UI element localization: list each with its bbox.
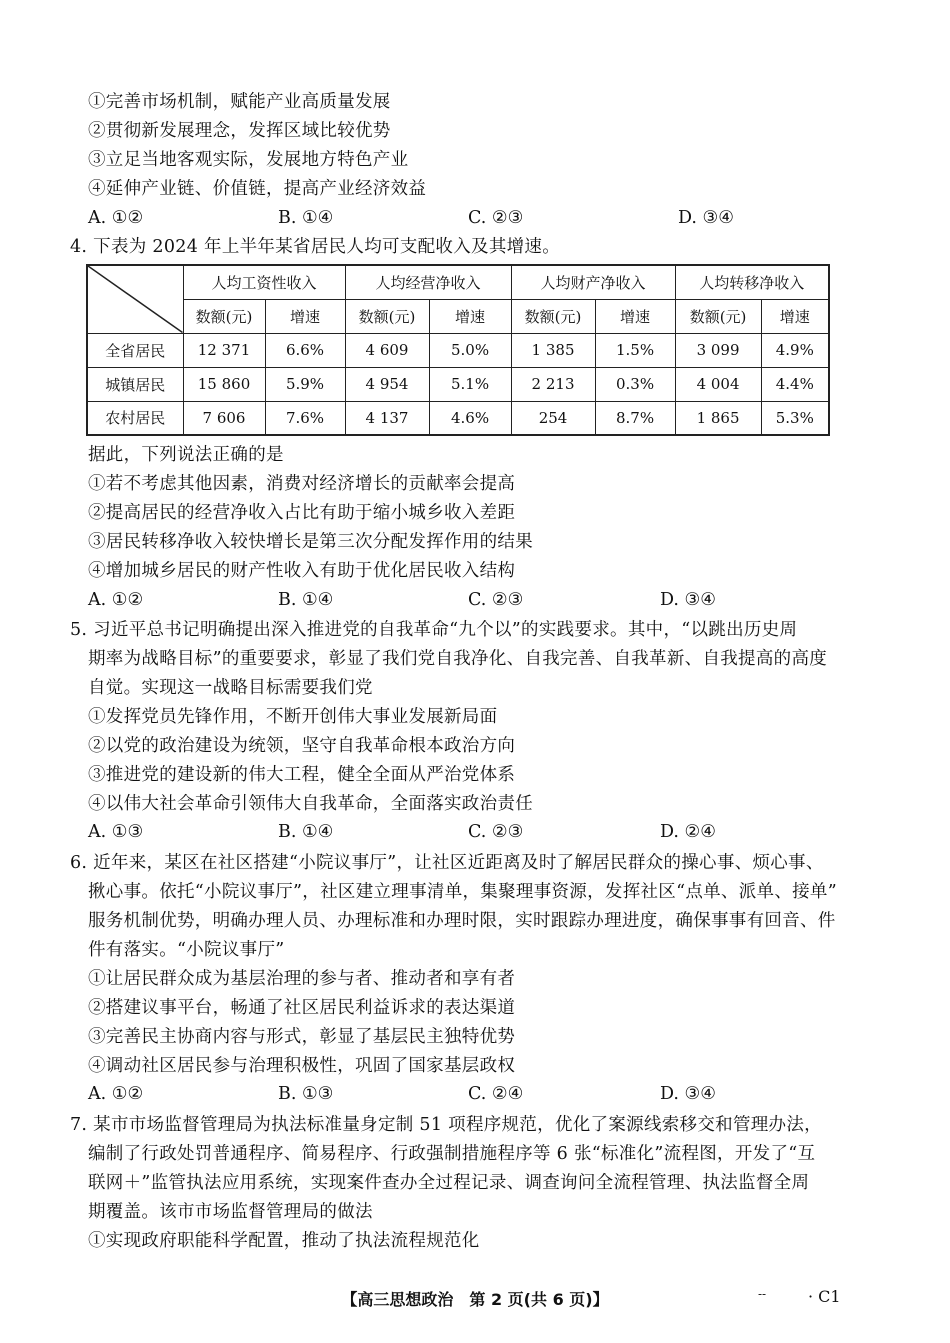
q4-item-1: ①若不考虑其他因素，消费对经济增长的贡献率会提高 <box>88 474 516 494</box>
q4-option-a: A. ①② <box>88 590 144 610</box>
table-cell: 3 099 <box>675 333 761 367</box>
q4-option-b: B. ①④ <box>278 590 334 610</box>
income-table <box>86 264 830 436</box>
diagonal-line <box>88 266 183 333</box>
q6-option-a: A. ①② <box>88 1084 144 1104</box>
q7-stem-line-4: 期覆盖。该市市场监督管理局的做法 <box>88 1202 373 1222</box>
q6-item-4: ④调动社区居民参与治理积极性，巩固了国家基层政权 <box>88 1056 516 1076</box>
table-cell: 8.7% <box>595 401 675 435</box>
q4-stem: 4. 下表为 2024 年上半年某省居民人均可支配收入及其增速。 <box>70 237 561 257</box>
q5-option-d: D. ②④ <box>660 822 716 842</box>
q6-stem-line-1: 6. 近年来，某区在社区搭建“小院议事厅”，让社区近距离及时了解居民群众的操心事、烦心事、 <box>70 853 824 873</box>
table-cell: 1 385 <box>511 333 595 367</box>
table-cell: 5.3% <box>761 401 829 435</box>
q5-item-2: ②以党的政治建设为统领，坚守自我革命根本政治方向 <box>88 736 516 756</box>
table-cell: 12 371 <box>183 333 265 367</box>
q3-option-d: D. ③④ <box>678 208 734 228</box>
q7-stem-line-3: 联网＋”监管执法应用系统，实现案件查办全过程记录、调查询问全流程管理、执法监督全周 <box>88 1173 810 1193</box>
footer-tag: · C1 <box>808 1287 841 1306</box>
q4-item-4: ④增加城乡居民的财产性收入有助于优化居民收入结构 <box>88 561 516 581</box>
table-cell: 1.5% <box>595 333 675 367</box>
subheader-growth: 增速 <box>761 299 829 333</box>
q6-options <box>88 1082 848 1106</box>
table-cell: 5.0% <box>429 333 511 367</box>
q5-item-4: ④以伟大社会革命引领伟大自我革命，全面落实政治责任 <box>88 794 533 814</box>
row-label: 城镇居民 <box>87 367 183 401</box>
table-row <box>87 333 829 367</box>
table-row <box>87 401 829 435</box>
q4-lead: 据此，下列说法正确的是 <box>88 445 284 465</box>
table-cell: 0.3% <box>595 367 675 401</box>
table-cell: 6.6% <box>265 333 345 367</box>
q5-options <box>88 820 848 844</box>
group-header-business: 人均经营净收入 <box>345 265 511 299</box>
table-cell: 15 860 <box>183 367 265 401</box>
q3-item-2: ②贯彻新发展理念，发挥区域比较优势 <box>88 121 391 141</box>
q6-item-3: ③完善民主协商内容与形式，彰显了基层民主独特优势 <box>88 1027 516 1047</box>
table-cell: 254 <box>511 401 595 435</box>
q7-stem-line-1: 7. 某市市场监督管理局为执法标准量身定制 51 项程序规范，优化了案源线索移交和管理办法， <box>70 1115 822 1135</box>
table-cell: 2 213 <box>511 367 595 401</box>
q3-option-a: A. ①② <box>88 208 144 228</box>
q6-stem-line-3: 服务机制优势，明确办理人员、办理标准和办理时限，实时跟踪办理进度，确保事事有回音、件 <box>88 911 836 931</box>
q5-option-a: A. ①③ <box>88 822 144 842</box>
q3-options <box>88 206 848 230</box>
q3-item-3: ③立足当地客观实际，发展地方特色产业 <box>88 150 409 170</box>
q5-option-c: C. ②③ <box>468 822 524 842</box>
q5-option-b: B. ①④ <box>278 822 334 842</box>
q6-item-1: ①让居民群众成为基层治理的参与者、推动者和享有者 <box>88 969 516 989</box>
row-label: 全省居民 <box>87 333 183 367</box>
q6-option-c: C. ②④ <box>468 1084 524 1104</box>
q4-item-3: ③居民转移净收入较快增长是第三次分配发挥作用的结果 <box>88 532 533 552</box>
table-cell: 7 606 <box>183 401 265 435</box>
subheader-growth: 增速 <box>595 299 675 333</box>
table-cell: 4 137 <box>345 401 429 435</box>
subheader-growth: 增速 <box>429 299 511 333</box>
subheader-amount: 数额(元) <box>675 299 761 333</box>
row-label: 农村居民 <box>87 401 183 435</box>
q4-option-d: D. ③④ <box>660 590 716 610</box>
page-footer: 【高三思想政治 第 2 页(共 6 页)】 <box>341 1290 609 1309</box>
table-corner-cell <box>87 265 183 333</box>
q4-item-2: ②提高居民的经营净收入占比有助于缩小城乡收入差距 <box>88 503 516 523</box>
table-cell: 1 865 <box>675 401 761 435</box>
q3-option-b: B. ①④ <box>278 208 334 228</box>
table-cell: 4.6% <box>429 401 511 435</box>
q6-option-d: D. ③④ <box>660 1084 716 1104</box>
q5-stem-line-1: 5. 习近平总书记明确提出深入推进党的自我革命“九个以”的实践要求。其中，“以跳出历史周 <box>70 620 798 640</box>
table-row <box>87 367 829 401</box>
q5-stem-line-3: 自觉。实现这一战略目标需要我们党 <box>88 678 373 698</box>
table-cell: 4.4% <box>761 367 829 401</box>
q4-options <box>88 588 848 612</box>
table-cell: 4 609 <box>345 333 429 367</box>
q5-item-3: ③推进党的建设新的伟大工程，健全全面从严治党体系 <box>88 765 516 785</box>
q3-item-4: ④延伸产业链、价值链，提高产业经济效益 <box>88 179 427 199</box>
subheader-growth: 增速 <box>265 299 345 333</box>
table-cell: 5.1% <box>429 367 511 401</box>
subheader-amount: 数额(元) <box>345 299 429 333</box>
group-header-wage: 人均工资性收入 <box>183 265 345 299</box>
footer-dash: -- <box>758 1287 767 1301</box>
q6-stem-line-4: 件有落实。“小院议事厅” <box>88 940 285 960</box>
q7-item-1: ①实现政府职能科学配置，推动了执法流程规范化 <box>88 1231 480 1251</box>
q5-item-1: ①发挥党员先锋作用，不断开创伟大事业发展新局面 <box>88 707 498 727</box>
group-header-property: 人均财产净收入 <box>511 265 675 299</box>
subheader-amount: 数额(元) <box>511 299 595 333</box>
q6-option-b: B. ①③ <box>278 1084 334 1104</box>
subheader-amount: 数额(元) <box>183 299 265 333</box>
group-header-transfer: 人均转移净收入 <box>675 265 829 299</box>
table-cell: 5.9% <box>265 367 345 401</box>
q4-option-c: C. ②③ <box>468 590 524 610</box>
q6-stem-line-2: 揪心事。依托“小院议事厅”，社区建立理事清单，集聚理事资源，发挥社区“点单、派单、接单” <box>88 882 837 902</box>
table-cell: 4 954 <box>345 367 429 401</box>
q3-item-1: ①完善市场机制，赋能产业高质量发展 <box>88 92 391 112</box>
q5-stem-line-2: 期率为战略目标”的重要要求，彰显了我们党自我净化、自我完善、自我革新、自我提高的高度 <box>88 649 828 669</box>
table-cell: 4.9% <box>761 333 829 367</box>
table-cell: 7.6% <box>265 401 345 435</box>
q3-option-c: C. ②③ <box>468 208 524 228</box>
q6-item-2: ②搭建议事平台，畅通了社区居民利益诉求的表达渠道 <box>88 998 516 1018</box>
table-cell: 4 004 <box>675 367 761 401</box>
q7-stem-line-2: 编制了行政处罚普通程序、简易程序、行政强制措施程序等 6 张“标准化”流程图，开发了“互 <box>88 1144 816 1164</box>
